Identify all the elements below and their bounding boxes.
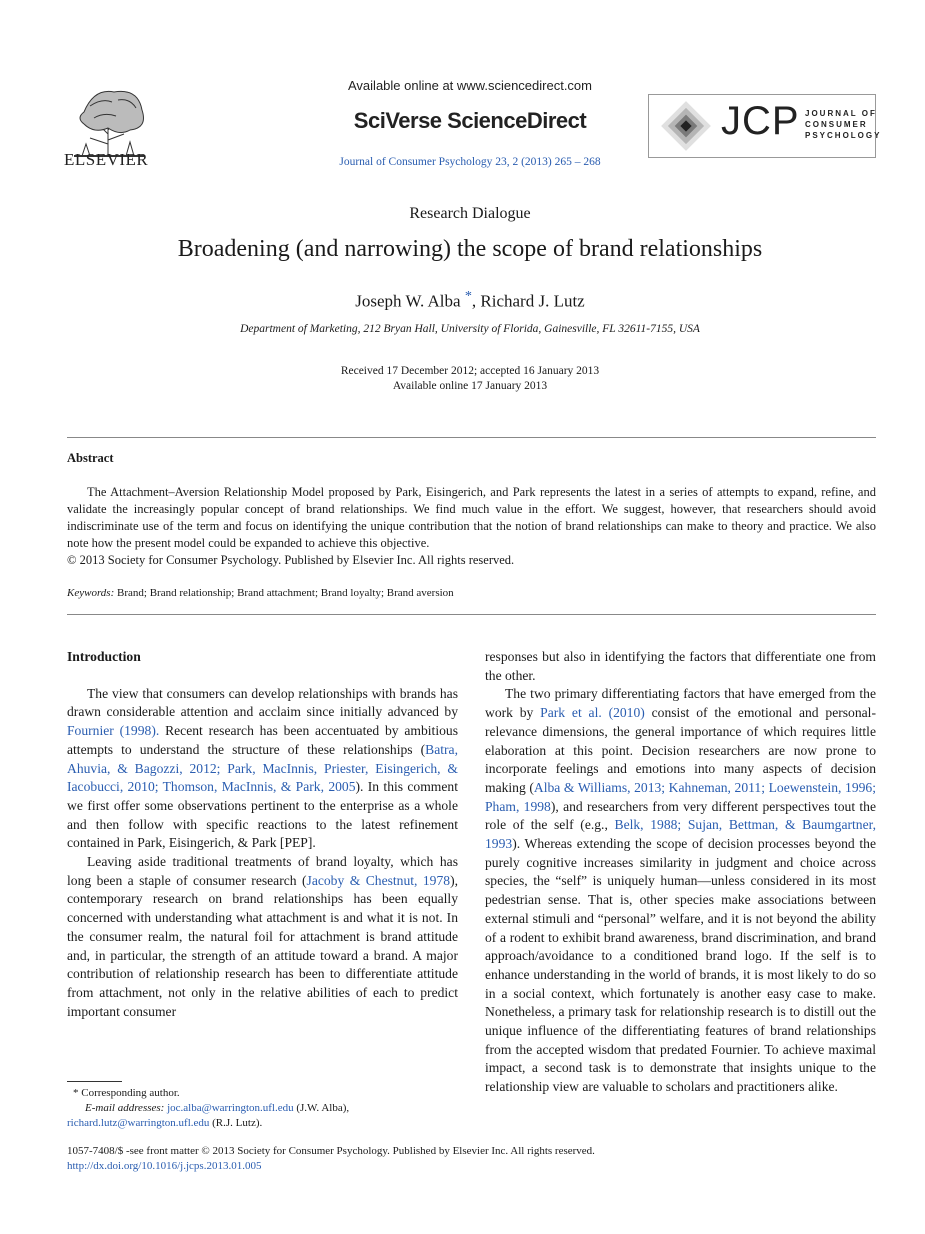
intro-paragraph-1 (67, 685, 458, 853)
affiliation: Department of Marketing, 212 Bryan Hall, University of Florida, Gainesville, FL 32611-7155, USA (240, 323, 700, 335)
text-run: Recent research has been accentuated by ambitious attempts to understand the structure of these relationships ( (67, 723, 458, 757)
keywords-label: Keywords: (67, 587, 115, 599)
footnote-text: Corresponding author. (78, 1087, 180, 1099)
available-line: Available online 17 January 2013 (392, 380, 548, 392)
email-owner: (R.J. Lutz). (209, 1117, 263, 1129)
corresponding-author-mark[interactable]: * (464, 288, 472, 304)
jcp-letters: JCP (721, 99, 800, 143)
journal-citation-link[interactable]: Journal of Consumer Psychology 23, 2 (2013) 265 – 268 (339, 156, 601, 168)
text-run: ). In this comment we first offer some observations pertinent to the enterprise as a whole and then follow with specific reactions to the latest refinement contained in Park, Eisingerich, & Park [PEP]. (67, 779, 458, 851)
received-dates (0, 364, 925, 394)
jcp-line-1: JOURNAL OF (805, 109, 877, 118)
citation-link[interactable]: Batra, Ahuvia, & Bagozzi, 2012; Park, MacInnis, Priester, Eisingerich, & Iacobucci, 2010; Thomson, MacInnis, & Park, 2005 (67, 741, 458, 795)
abstract-body: The Attachment–Aversion Relationship Model proposed by Park, Eisingerich, and Park represents the latest in a series of attempts to expand, refine, and validate the increasingly popular concept of brand relationships. We find much value in the effort. We suggest, however, that researchers should avoid indiscriminate use of the term and focus on identifying the unique contribution that the notion of brand relationships can make to theory and practice. We also note how the present model could be expanded to achieve this objective. (67, 485, 876, 550)
text-run: The two primary differentiating factors that have emerged from the work by (485, 686, 876, 721)
citation-link[interactable]: Park et al. (2010) (540, 705, 645, 721)
abstract-copyright: © 2013 Society for Consumer Psychology. Published by Elsevier Inc. All rights reserved. (67, 553, 515, 567)
text-run: ). Whereas extending the scope of decision processes beyond the purely cognitive increases similarity in judgment and choice across species, the “self” is uniquely human—unless considered in its most pedestrian sense. That is, other species make associations between external stimuli and “personal” welfare, and it is not beyond the ability of a rodent to exhibit brand awareness, brand discrimination, and brand approach/avoidance to a conditioned brand logo. If the self is to enhance understanding in the world of brands, it is most likely to do so in a social context, which fortunately is another easy case to make. Nonetheless, a primary task for relationship research is to distill out the unique influence of the differentiating features of brand relationships from the accepted wisdom that predated Fournier. To achieve maximal impact, a second task is to demonstrate that insights unique to the relationship view are valuable to scholars and practitioners alike. (485, 836, 876, 1095)
footnote-corresponding (67, 1086, 458, 1101)
footnote-emails-2 (67, 1116, 458, 1131)
intro-paragraph-3 (485, 685, 876, 1096)
email-label: E-mail addresses: (85, 1102, 165, 1114)
text-run: ), contemporary research on brand relationships has been equally concerned with understanding what attachment is and what it is not. In the consumer realm, the natural foil for attachment is brand attitude and, in particular, the strength of an attitude toward a brand. A major contribution of relationship research has been to differentiate attitude from attachment, not only in the relative abilities of each to predict important consumer (67, 872, 458, 1019)
keywords-list: Brand; Brand relationship; Brand attachment; Brand loyalty; Brand aversion (114, 587, 454, 599)
divider-top (67, 437, 876, 438)
elsevier-wordmark: ELSEVIER (64, 150, 149, 169)
issn-copyright: 1057-7408/$ -see front matter © 2013 Society for Consumer Psychology. Published by Elsevier Inc. All rights reserved. (67, 1145, 595, 1157)
author-separator: , (471, 291, 481, 311)
available-online-text: Available online at www.sciencedirect.com (348, 78, 592, 93)
jcp-line-3: PSYCHOLOGY (805, 131, 882, 140)
email-owner: (J.W. Alba), (293, 1102, 350, 1114)
article-title: Broadening (and narrowing) the scope of brand relationships (177, 236, 763, 262)
section-label: Research Dialogue (409, 205, 531, 222)
jcp-journal-logo[interactable] (648, 94, 882, 158)
footnote-mark: * (73, 1087, 79, 1099)
intro-paragraph-2 (67, 853, 458, 1021)
footnote (67, 1086, 458, 1131)
jcp-journal-name (805, 108, 881, 141)
email-link-alba[interactable]: joc.alba@warrington.ufl.edu (167, 1102, 294, 1114)
introduction-heading: Introduction (67, 649, 141, 664)
abstract-heading: Abstract (67, 451, 114, 465)
author-lutz[interactable]: Richard J. Lutz (480, 291, 585, 311)
author-list (0, 288, 925, 312)
doi-link[interactable]: http://dx.doi.org/10.1016/j.jcps.2013.01.005 (67, 1160, 262, 1172)
email-link-lutz[interactable]: richard.lutz@warrington.ufl.edu (67, 1117, 210, 1129)
citation-link[interactable]: Jacoby & Chestnut, 1978 (306, 872, 451, 888)
keywords (67, 587, 876, 599)
sciverse-sciencedirect-logo[interactable]: SciVerse ScienceDirect (353, 108, 587, 133)
text-run: ), and researchers from very different perspectives tout the role of the self (e.g., (485, 798, 877, 833)
divider-bottom (67, 614, 876, 615)
text-run: consist of the emotional and personal-relevance dimensions, the general importance of which requires little elaboration at this point. Decision researchers are now prone to incorporate feelings and emotions into many aspects of decision making ( (485, 705, 876, 795)
jcp-diamond-icon (655, 101, 717, 151)
intro-paragraph-2-continued: responses but also in identifying the factors that differentiate one from the other. (485, 649, 876, 683)
author-alba[interactable]: Joseph W. Alba (355, 291, 461, 311)
text-run: The view that consumers can develop relationships with brands has drawn considerable attention and acclaim since initially advanced by (67, 685, 458, 720)
citation-link[interactable]: Alba & Williams, 2013; Kahneman, 2011; Loewenstein, 1996; Pham, 1998 (485, 779, 876, 814)
footnote-divider (67, 1081, 122, 1082)
citation-link[interactable]: Belk, 1988; Sujan, Bettman, & Baumgartner, 1993 (485, 817, 876, 852)
citation-link[interactable]: Fournier (1998). (67, 723, 160, 739)
received-line: Received 17 December 2012; accepted 16 January 2013 (340, 365, 600, 377)
footnote-emails (67, 1101, 458, 1116)
text-run: Leaving aside traditional treatments of brand loyalty, which has long been a staple of consumer research ( (67, 854, 458, 888)
body-column-left (67, 648, 458, 1021)
front-matter (67, 1144, 876, 1174)
body-column-right (485, 648, 876, 1097)
jcp-line-2: CONSUMER (805, 120, 868, 129)
